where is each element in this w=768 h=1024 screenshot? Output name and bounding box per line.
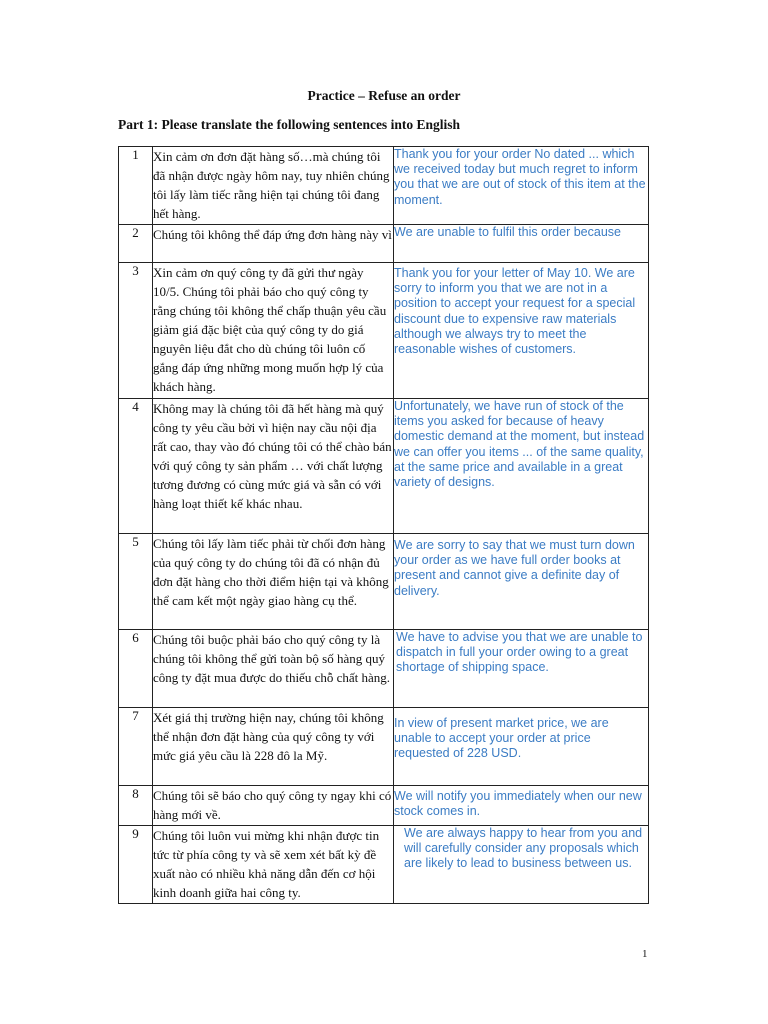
english-translation: We will notify you immediately when our new stock comes in. xyxy=(394,786,649,826)
section-heading: Part 1: Please translate the following sentences into English xyxy=(118,117,460,132)
page-number: 1 xyxy=(642,948,648,960)
row-number: 7 xyxy=(119,708,153,786)
vietnamese-sentence: Chúng tôi buộc phải báo cho quý công ty là chúng tôi không thể gửi toàn bộ số hàng quý công ty đặt mua được do thiếu chỗ chất hàng. xyxy=(153,630,394,708)
vietnamese-sentence: Chúng tôi sẽ báo cho quý công ty ngay khi có hàng mới về. xyxy=(153,786,394,826)
table-row xyxy=(119,263,649,399)
vietnamese-sentence: Chúng tôi luôn vui mừng khi nhận được tin tức từ phía công ty và sẽ xem xét bất kỳ đề xuất nào có nhiều khả năng dẫn đến cơ hội kinh doanh giữa hai công ty. xyxy=(153,826,394,904)
row-number: 9 xyxy=(119,826,153,904)
english-translation: We are always happy to hear from you and will carefully consider any proposals which are likely to lead to business between us. xyxy=(394,826,649,904)
vietnamese-sentence: Chúng tôi lấy làm tiếc phải từ chối đơn hàng của quý công ty do chúng tôi đã có nhận đủ đơn đặt hàng cho thời điểm hiện tại và không thể cam kết một ngày giao hàng cụ thể. xyxy=(153,534,394,630)
table-row xyxy=(119,826,649,904)
table-row xyxy=(119,225,649,263)
vietnamese-sentence: Chúng tôi không thể đáp ứng đơn hàng này vì xyxy=(153,225,394,263)
table-row xyxy=(119,534,649,630)
row-number: 2 xyxy=(119,225,153,263)
table-row xyxy=(119,147,649,225)
english-translation: We are sorry to say that we must turn down your order as we have full order books at present and cannot give a definite day of delivery. xyxy=(394,534,649,630)
english-translation: Thank you for your letter of May 10. We are sorry to inform you that we are not in a position to accept your request for a special discount due to expensive raw materials although we always try to meet the reasonable wishes of customers. xyxy=(394,263,649,399)
english-translation: We are unable to fulfil this order because xyxy=(394,225,649,263)
vietnamese-sentence: Xin cảm ơn quý công ty đã gửi thư ngày 10/5. Chúng tôi phải báo cho quý công ty rằng chúng tôi không thể chấp thuận yêu cầu giảm giá đặc biệt của quý công ty do giá nguyên liệu đắt cho dù chúng tôi luôn cố gắng đáp ứng những mong muốn hợp lý của khách hàng. xyxy=(153,263,394,399)
table-row xyxy=(119,786,649,826)
english-translation: Thank you for your order No dated ... which we received today but much regret to inform you that we are out of stock of this item at the moment. xyxy=(394,147,649,225)
row-number: 6 xyxy=(119,630,153,708)
row-number: 4 xyxy=(119,399,153,534)
english-translation: Unfortunately, we have run of stock of the items you asked for because of heavy domestic demand at the moment, but instead we can offer you items ... of the same quality, at the same price and available in a great variety of designs. xyxy=(394,399,649,534)
translation-table xyxy=(118,146,649,904)
row-number: 1 xyxy=(119,147,153,225)
vietnamese-sentence: Xin cảm ơn đơn đặt hàng số…mà chúng tôi đã nhận được ngày hôm nay, tuy nhiên chúng tôi lấy làm tiếc rằng hiện tại chúng tôi đang hết hàng. xyxy=(153,147,394,225)
vietnamese-sentence: Xét giá thị trường hiện nay, chúng tôi không thể nhận đơn đặt hàng của quý công ty với mức giá yêu cầu là 228 đô la Mỹ. xyxy=(153,708,394,786)
row-number: 5 xyxy=(119,534,153,630)
page-title: Practice – Refuse an order xyxy=(307,88,461,103)
row-number: 8 xyxy=(119,786,153,826)
english-translation: In view of present market price, we are unable to accept your order at price requested of 228 USD. xyxy=(394,708,649,786)
table-row xyxy=(119,708,649,786)
vietnamese-sentence: Không may là chúng tôi đã hết hàng mà quý công ty yêu cầu bởi vì hiện nay cầu nội địa rất cao, thay vào đó chúng tôi có thể chào bán với quý công ty sản phẩm … với chất lượng tương đương có cùng mức giá và sẵn có với hàng loạt thiết kế khác nhau. xyxy=(153,399,394,534)
english-translation: We have to advise you that we are unable to dispatch in full your order owing to a great shortage of shipping space. xyxy=(394,630,649,708)
table-row xyxy=(119,630,649,708)
row-number: 3 xyxy=(119,263,153,399)
table-row xyxy=(119,399,649,534)
